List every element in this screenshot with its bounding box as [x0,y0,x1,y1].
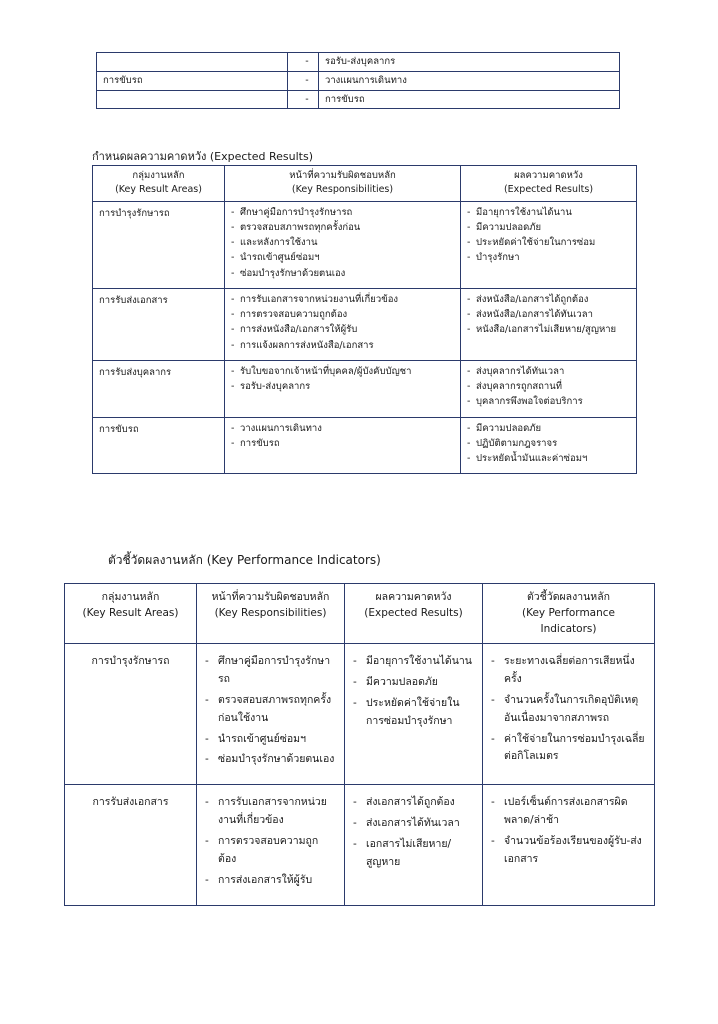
list-item: - ประหยัดค่าใช้จ่ายในการซ่อม [467,236,630,250]
header-line-1: หน้าที่ความรับผิดชอบหลัก [211,591,330,603]
cell-responsibilities [197,644,345,785]
kpi-list [491,794,646,868]
row-label [97,90,288,109]
responsibility-list [205,653,336,769]
list-item: - ส่งหนังสือ/เอกสารได้ทันเวลา [467,308,630,322]
list-item: - ประหยัดน้ำมันและค่าซ่อมฯ [467,452,630,466]
list-item: - ส่งเอกสารได้ทันเวลา [353,815,474,833]
header-line-1: กลุ่มงานหลัก [132,170,185,181]
row-text: การขับรถ [319,90,620,109]
responsibility-list [205,794,336,889]
bullet-dash: - [288,71,319,90]
list-item: - เอกสารไม่เสียหาย/สูญหาย [353,836,474,872]
header-line-2: (Key Responsibilities) [214,606,327,619]
row-label [97,53,288,72]
list-item: - การรับเอกสารจากหน่วยงานที่เกี่ยวข้อง [231,293,454,307]
list-item: - จำนวนครั้งในการเกิดอุบัติเหตุอันเนื่องมาจากสภาพรถ [491,692,646,728]
row-label: การขับรถ [97,71,288,90]
list-item: - มีความปลอดภัย [467,221,630,235]
table-row [65,785,655,905]
header-line-2: (Expected Results) [503,184,594,196]
list-item: - ส่งเอกสารได้ถูกต้อง [353,794,474,812]
list-item: - มีอายุการใช้งานได้นาน [353,653,474,671]
cell-responsibilities [225,360,461,417]
list-item: - วางแผนการเดินทาง [231,422,454,436]
list-item: - ส่งบุคลากรถูกสถานที่ [467,380,630,394]
cell-expected-results [345,644,483,785]
column-header-expected-results [461,166,637,202]
responsibility-list [231,206,454,281]
list-item: - การรับเอกสารจากหน่วยงานที่เกี่ยวข้อง [205,794,336,830]
section-heading-expected-results: กำหนดผลความคาดหวัง (Expected Results) [92,150,313,163]
expected-result-list [467,422,630,467]
list-item: - เปอร์เซ็นต์การส่งเอกสารผิดพลาด/ล่าช้า [491,794,646,830]
expected-result-list [467,293,630,338]
cell-responsibilities [225,288,461,360]
list-item: - บุคลากรพึงพอใจต่อบริการ [467,395,630,409]
kpi-list [491,653,646,766]
table-row [93,417,637,474]
cell-key-result-area: การรับส่งเอกสาร [93,288,225,360]
list-item: - ระยะทางเฉลี่ยต่อการเสียหนึ่งครั้ง [491,653,646,689]
cell-expected-results [461,417,637,474]
list-item: - มีความปลอดภัย [467,422,630,436]
expected-result-list [353,653,474,730]
top-fragment-table [96,52,620,109]
header-line-2: (Key Responsibilities) [291,184,394,196]
list-item: - มีอายุการใช้งานได้นาน [467,206,630,220]
list-item: - นำรถเข้าศูนย์ซ่อมฯ [231,251,454,265]
list-item: - ศึกษาคู่มือการบำรุงรักษารถ [205,653,336,689]
header-line-1: กลุ่มงานหลัก [101,591,160,603]
header-line-2: (Key Result Areas) [82,606,179,619]
bullet-dash: - [288,53,319,72]
list-item: - ศึกษาคู่มือการบำรุงรักษารถ [231,206,454,220]
table-header-row [93,166,637,202]
cell-expected-results [461,201,637,288]
list-item: - ตรวจสอบสภาพรถทุกครั้งก่อน [231,221,454,235]
list-item: - ส่งหนังสือ/เอกสารได้ถูกต้อง [467,293,630,307]
kpi-table [64,583,655,906]
list-item-continuation: - และหลังการใช้งาน [231,236,454,250]
header-line-1: ตัวชี้วัดผลงานหลัก [526,591,611,603]
header-line-2: (Expected Results) [364,606,463,619]
cell-kpis [483,785,655,905]
header-line-1: ผลความคาดหวัง [514,170,583,181]
list-item: - นำรถเข้าศูนย์ซ่อมฯ [205,731,336,749]
header-line-1: หน้าที่ความรับผิดชอบหลัก [289,170,396,181]
table-row [65,644,655,785]
list-item: - รับใบขอจากเจ้าหน้าที่บุคคล/ผู้บังคับบัญชา [231,365,454,379]
row-text: วางแผนการเดินทาง [319,71,620,90]
cell-key-result-area: การบำรุงรักษารถ [93,201,225,288]
cell-expected-results [461,360,637,417]
cell-expected-results [461,288,637,360]
list-item: - ปฏิบัติตามกฎจราจร [467,437,630,451]
expected-result-list [353,794,474,871]
cell-key-result-area: การรับส่งบุคลากร [93,360,225,417]
table-row [97,90,620,109]
list-item: - การตรวจสอบความถูกต้อง [205,833,336,869]
column-header-key-responsibilities [225,166,461,202]
header-line-2: (Key Result Areas) [115,184,202,196]
list-item: - การตรวจสอบความถูกต้อง [231,308,454,322]
column-header-expected-results [345,584,483,644]
table-row [97,53,620,72]
cell-key-result-area: การรับส่งเอกสาร [65,785,197,905]
table-row [93,288,637,360]
responsibility-list [231,422,454,452]
list-item: - การแจ้งผลการส่งหนังสือ/เอกสาร [231,339,454,353]
column-header-key-responsibilities [197,584,345,644]
header-line-3: Indicators) [540,622,597,635]
cell-responsibilities [225,417,461,474]
table-row [97,71,620,90]
cell-responsibilities [225,201,461,288]
list-item: - รอรับ-ส่งบุคลากร [231,380,454,394]
list-item: - ประหยัดค่าใช้จ่ายในการซ่อมบำรุงรักษา [353,695,474,731]
table-row [93,360,637,417]
list-item: - ค่าใช้จ่ายในการซ่อมบำรุงเฉลี่ยต่อกิโลเมตร [491,731,646,767]
list-item: - มีความปลอดภัย [353,674,474,692]
row-text: รอรับ-ส่งบุคลากร [319,53,620,72]
list-item: - ส่งบุคลากรได้ทันเวลา [467,365,630,379]
column-header-kpi [483,584,655,644]
list-item: - ซ่อมบำรุงรักษาด้วยตนเอง [205,751,336,769]
cell-expected-results [345,785,483,905]
list-item: - การส่งเอกสารให้ผู้รับ [205,872,336,890]
list-item: - การขับรถ [231,437,454,451]
list-item: - การส่งหนังสือ/เอกสารให้ผู้รับ [231,323,454,337]
column-header-key-result-areas [93,166,225,202]
table-header-row [65,584,655,644]
section-heading-kpi: ตัวชี้วัดผลงานหลัก (Key Performance Indicators) [108,553,381,567]
list-item: - หนังสือ/เอกสารไม่เสียหาย/สูญหาย [467,323,630,337]
cell-responsibilities [197,785,345,905]
expected-result-list [467,206,630,266]
expected-results-table [92,165,637,474]
cell-kpis [483,644,655,785]
column-header-key-result-areas [65,584,197,644]
responsibility-list [231,365,454,395]
list-item: - ตรวจสอบสภาพรถทุกครั้งก่อนใช้งาน [205,692,336,728]
list-item-continuation: - บำรุงรักษา [467,251,630,265]
expected-result-list [467,365,630,410]
header-line-1: ผลความคาดหวัง [375,591,452,603]
list-item: - ซ่อมบำรุงรักษาด้วยตนเอง [231,267,454,281]
header-line-2: (Key Performance [521,606,615,619]
table-row [93,201,637,288]
responsibility-list [231,293,454,353]
cell-key-result-area: การขับรถ [93,417,225,474]
bullet-dash: - [288,90,319,109]
list-item: - จำนวนข้อร้องเรียนของผู้รับ-ส่งเอกสาร [491,833,646,869]
cell-key-result-area: การบำรุงรักษารถ [65,644,197,785]
